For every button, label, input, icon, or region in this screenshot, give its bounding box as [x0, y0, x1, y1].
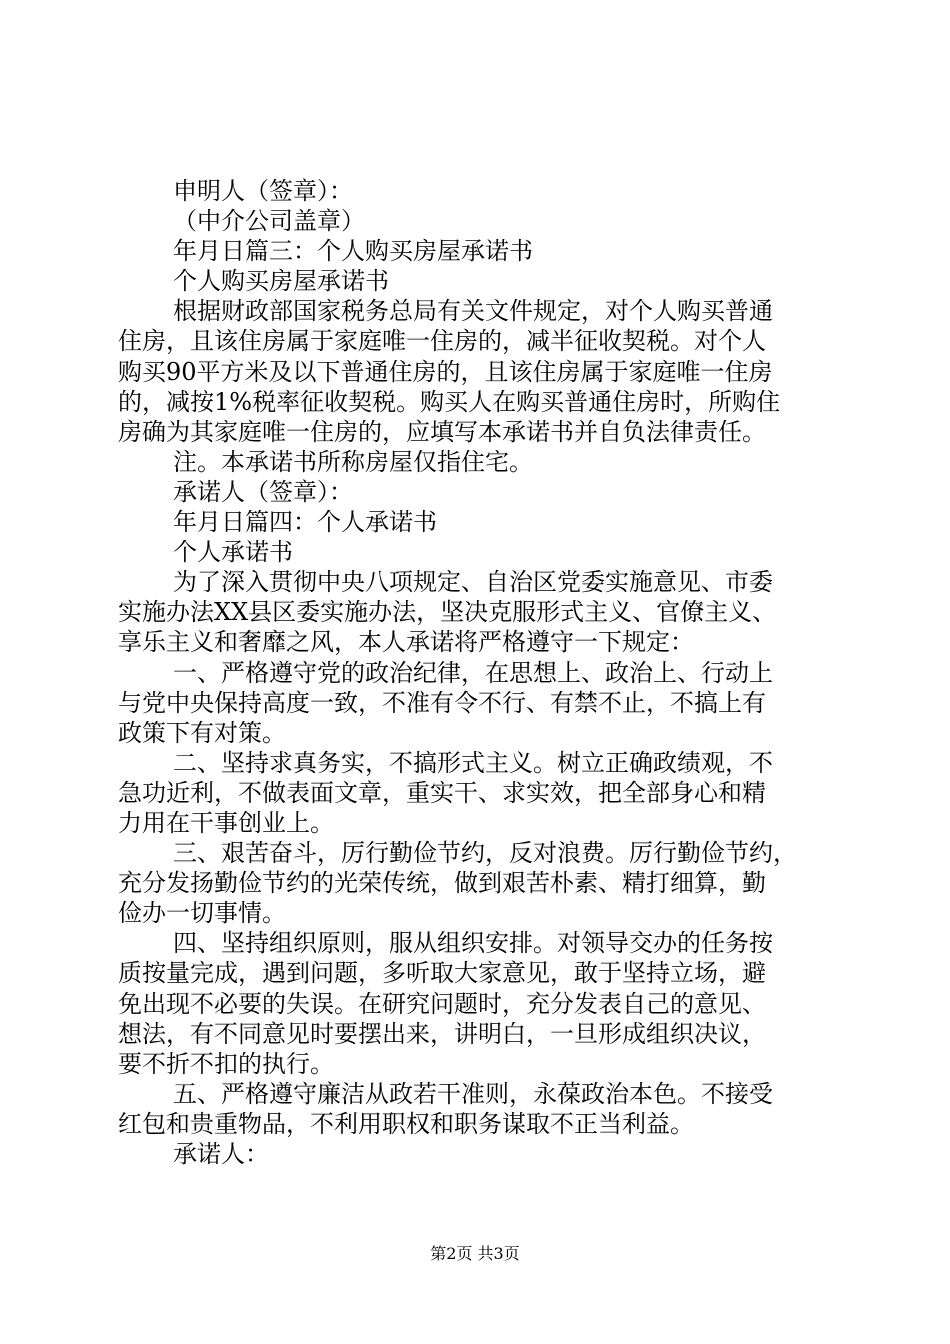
text-line: 充分发扬勤俭节约的光荣传统，做到艰苦朴素、精打细算，勤 — [118, 869, 766, 898]
text-line: 承诺人（签章）： — [173, 477, 353, 506]
text-line: 四、坚持组织原则，服从组织安排。对领导交办的任务按 — [173, 929, 773, 958]
text-line: 年月日篇四：个人承诺书 — [173, 508, 437, 537]
text-line: 要不折不扣的执行。 — [118, 1049, 334, 1078]
text-line: 申明人（签章）： — [173, 177, 353, 205]
text-line: 一、严格遵守党的政治纪律，在思想上、政治上、行动上 — [173, 658, 773, 687]
text-line: 质按量完成，遇到问题，多听取大家意见，敢于坚持立场，避 — [118, 959, 766, 988]
text-line: （中介公司盖章） — [173, 207, 365, 236]
text-line: 五、严格遵守廉洁从政若干准则，永葆政治本色。不接受 — [173, 1079, 773, 1108]
text-line: 的，减按1%税率征收契税。购买人在购买普通住房时，所购住 — [118, 387, 781, 416]
text-line: 根据财政部国家税务总局有关文件规定，对个人购买普通 — [173, 297, 773, 326]
text-line: 政策下有对策。 — [118, 718, 286, 747]
text-line: 房确为其家庭唯一住房的，应填写本承诺书并自负法律责任。 — [118, 417, 766, 446]
text-line: 住房，且该住房属于家庭唯一住房的，减半征收契税。对个人 — [118, 327, 766, 356]
text-line: 力用在干事创业上。 — [118, 808, 334, 837]
text-line: 三、艰苦奋斗，厉行勤俭节约，反对浪费。厉行勤俭节约， — [173, 839, 797, 868]
text-line: 俭办一切事情。 — [118, 899, 286, 928]
text-line: 享乐主义和奢靡之风，本人承诺将严格遵守一下规定： — [118, 628, 694, 657]
text-line: 注。本承诺书所称房屋仅指住宅。 — [173, 447, 533, 476]
text-line: 急功近利，不做表面文章，重实干、求实效，把全部身心和精 — [118, 778, 766, 807]
text-line: 与党中央保持高度一致，不准有令不行、有禁不止，不搞上有 — [118, 688, 766, 717]
text-line: 免出现不必要的失误。在研究问题时，充分发表自己的意见、 — [118, 989, 766, 1018]
text-line: 红包和贵重物品，不利用职权和职务谋取不正当利益。 — [118, 1109, 694, 1138]
text-line: 二、坚持求真务实，不搞形式主义。树立正确政绩观，不 — [173, 748, 773, 777]
text-line: 购买90平方米及以下普通住房的，且该住房属于家庭唯一住房 — [118, 357, 773, 386]
text-line: 年月日篇三：个人购买房屋承诺书 — [173, 237, 533, 266]
text-line: 实施办法XX县区委实施办法，坚决克服形式主义、官僚主义、 — [118, 598, 777, 627]
text-line: 想法，有不同意见时要摆出来，讲明白，一旦形成组织决议， — [118, 1019, 766, 1048]
page-number-footer: 第2页 共3页 — [430, 1244, 520, 1263]
text-line: 个人承诺书 — [173, 538, 293, 567]
text-line: 承诺人： — [173, 1140, 269, 1168]
text-line: 个人购买房屋承诺书 — [173, 267, 389, 296]
document-body — [118, 176, 834, 1169]
text-line: 为了深入贯彻中央八项规定、自治区党委实施意见、市委 — [173, 568, 773, 597]
